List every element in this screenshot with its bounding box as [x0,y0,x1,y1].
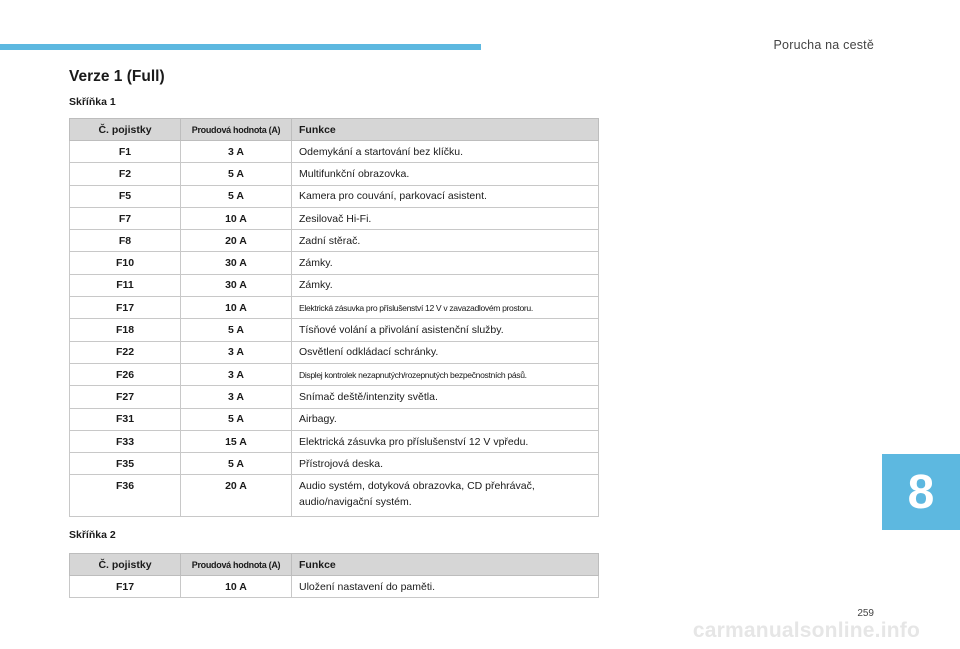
fuse-amperage: 15 A [181,430,292,452]
table-row [70,408,599,430]
fuse-amperage: 20 A [181,230,292,252]
fuse-amperage: 10 A [181,297,292,319]
fuse-function-line-1: Audio systém, dotyková obrazovka, CD přehrávač, [299,480,535,493]
fuse-function: Displej kontrolek nezapnutých/rozepnutých bezpečnostních pásů. [292,363,599,385]
fuse-number: F22 [70,341,181,363]
fuse-number: F33 [70,430,181,452]
fuse-number: F7 [70,207,181,229]
fuse-function: Snímač deště/intenzity světla. [292,386,599,408]
fuse-number: F36 [70,475,181,517]
table-row [70,230,599,252]
column-header-amperage: Proudová hodnota (A) [181,554,292,576]
column-header-function: Funkce [292,554,599,576]
header-accent-bar [0,44,481,50]
fuse-function: Osvětlení odkládací schránky. [292,341,599,363]
fuse-function: Zadní stěrač. [292,230,599,252]
chapter-tab [882,454,960,530]
fuse-amperage: 20 A [181,475,292,517]
fuse-function: Airbagy. [292,408,599,430]
table-row [70,252,599,274]
fuse-function: Uložení nastavení do paměti. [292,576,599,598]
fuse-box-2-label: Skříňka 2 [69,529,116,541]
table-row [70,386,599,408]
fuse-number: F2 [70,163,181,185]
fuse-number: F8 [70,230,181,252]
table-row [70,163,599,185]
fuse-function: Tísňové volání a přivolání asistenční služby. [292,319,599,341]
page-number: 259 [857,608,874,619]
page-title: Verze 1 (Full) [69,68,165,85]
fuse-function [292,475,599,517]
fuse-amperage: 5 A [181,408,292,430]
fuse-amperage: 3 A [181,341,292,363]
fuse-function: Přístrojová deska. [292,453,599,475]
column-header-fuse: Č. pojistky [70,554,181,576]
table-row [70,185,599,207]
table-row [70,430,599,452]
fuse-number: F26 [70,363,181,385]
fuse-function: Kamera pro couvání, parkovací asistent. [292,185,599,207]
fuse-amperage: 10 A [181,207,292,229]
fuse-number: F17 [70,297,181,319]
fuse-number: F31 [70,408,181,430]
table-row [70,207,599,229]
fuse-box-1-label: Skříňka 1 [69,96,116,108]
fuse-amperage: 5 A [181,453,292,475]
fuse-number: F10 [70,252,181,274]
fuse-number: F35 [70,453,181,475]
table-row [70,297,599,319]
fuse-amperage: 5 A [181,319,292,341]
fuse-function: Zámky. [292,252,599,274]
column-header-function: Funkce [292,119,599,141]
fuse-table-box-2 [69,553,599,598]
fuse-function: Elektrická zásuvka pro příslušenství 12 V vpředu. [292,430,599,452]
fuse-amperage: 3 A [181,386,292,408]
fuse-function: Zámky. [292,274,599,296]
column-header-fuse: Č. pojistky [70,119,181,141]
fuse-function-line-2: audio/navigační systém. [299,496,412,509]
table-header-row [70,119,599,141]
table-row [70,363,599,385]
running-head: Porucha na cestě [773,38,874,52]
fuse-function: Elektrická zásuvka pro příslušenství 12 V v zavazadlovém prostoru. [292,297,599,319]
fuse-amperage: 30 A [181,252,292,274]
fuse-function: Zesilovač Hi-Fi. [292,207,599,229]
watermark: carmanualsonline.info [692,619,920,642]
fuse-number: F5 [70,185,181,207]
fuse-number: F11 [70,274,181,296]
table-header-row [70,554,599,576]
fuse-amperage: 3 A [181,363,292,385]
fuse-amperage: 30 A [181,274,292,296]
fuse-amperage: 10 A [181,576,292,598]
chapter-number: 8 [907,465,935,519]
fuse-number: F27 [70,386,181,408]
table-row [70,576,599,598]
fuse-number: F1 [70,141,181,163]
fuse-table-box-1 [69,118,599,517]
fuse-function: Multifunkční obrazovka. [292,163,599,185]
fuse-amperage: 5 A [181,163,292,185]
table-row [70,274,599,296]
table-row [70,319,599,341]
fuse-number: F18 [70,319,181,341]
fuse-amperage: 5 A [181,185,292,207]
fuse-number: F17 [70,576,181,598]
table-row [70,453,599,475]
fuse-amperage: 3 A [181,141,292,163]
fuse-function: Odemykání a startování bez klíčku. [292,141,599,163]
column-header-amperage: Proudová hodnota (A) [181,119,292,141]
table-row [70,475,599,517]
table-row [70,341,599,363]
table-row [70,141,599,163]
